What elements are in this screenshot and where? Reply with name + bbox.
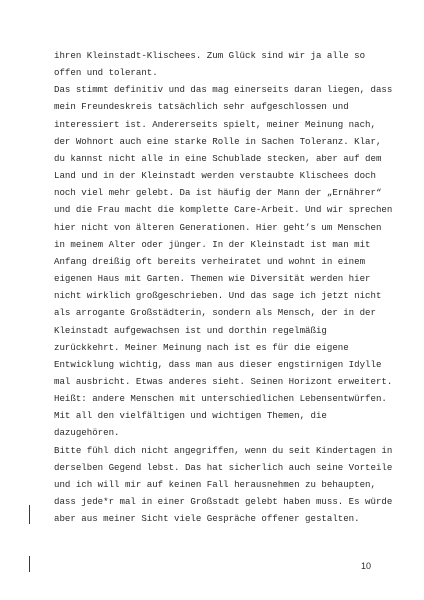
text-line: Mit all den vielfältigen und wichtigen Themen, die [54,410,327,422]
body-text [54,47,393,527]
text-line: Bitte fühl dich nicht angegriffen, wenn du seit Kindertagen in [54,444,393,456]
text-line: Anfang dreißig oft bereits verheiratet und wohnt in einem [54,255,366,267]
text-line: und die Frau macht die komplette Care-Arbeit. Und wir sprechen [54,204,393,216]
text-line: dass jede*r mal in einer Großstadt gelebt haben muss. Es würde [54,496,393,508]
text-line: nicht wirklich großgeschrieben. Und das sage ich jetzt nicht [54,290,382,302]
text-line: und ich will mir auf keinen Fall herausnehmen zu behaupten, [54,478,376,490]
text-line: mal ausbricht. Etwas anderes sieht. Seinen Horizont erweitert. [54,375,393,387]
text-line: du kannst nicht alle in eine Schublade stecken, aber auf dem [54,152,382,164]
text-line: derselben Gegend lebst. Das hat sicherlich auch seine Vorteile [54,461,393,473]
page-number: 10 [360,561,371,571]
text-line: interessiert ist. Andererseits spielt, meiner Meinung nach, [54,118,376,130]
revision-margin-bar [29,505,30,524]
revision-margin-bar [29,556,30,572]
text-line: hier nicht von älteren Generationen. Hier geht’s um Menschen [54,221,382,233]
text-line: zurückkehrt. Meiner Meinung nach ist es für die eigene [54,341,349,353]
text-line: Kleinstadt aufgewachsen ist und dorthin regelmäßig [54,324,327,336]
text-line: ihren Kleinstadt-Klischees. Zum Glück sind wir ja alle so [54,50,366,61]
text-line: der Wohnort auch eine starke Rolle in Sachen Toleranz. Klar, [54,135,382,147]
text-line: Entwicklung wichtig, dass man aus dieser engstirnigen Idylle [54,358,382,370]
text-line: in meinem Alter oder jünger. In der Kleinstadt ist man mit [54,238,371,250]
text-line: mein Freundeskreis tatsächlich sehr aufgeschlossen und [54,101,349,113]
text-line: noch viel mehr gelebt. Da ist häufig der Mann der „Ernährer“ [54,187,382,199]
text-line: eigenen Haus mit Garten. Themen wie Diversität werden hier [54,273,371,285]
text-line: dazugehören. [54,427,120,439]
text-line: als arrogante Großstädterin, sondern als Mensch, der in der [54,307,376,319]
text-line: Das stimmt definitiv und das mag einerseits daran liegen, dass [54,84,393,96]
text-line: offen und tolerant. [54,67,158,79]
text-line: Land und in der Kleinstadt werden verstaubte Klischees doch [54,170,376,182]
text-line: Heißt: andere Menschen mit unterschiedlichen Lebensentwürfen. [54,393,387,405]
text-line: aber aus meiner Sicht viele Gespräche offener gestalten. [54,513,360,525]
